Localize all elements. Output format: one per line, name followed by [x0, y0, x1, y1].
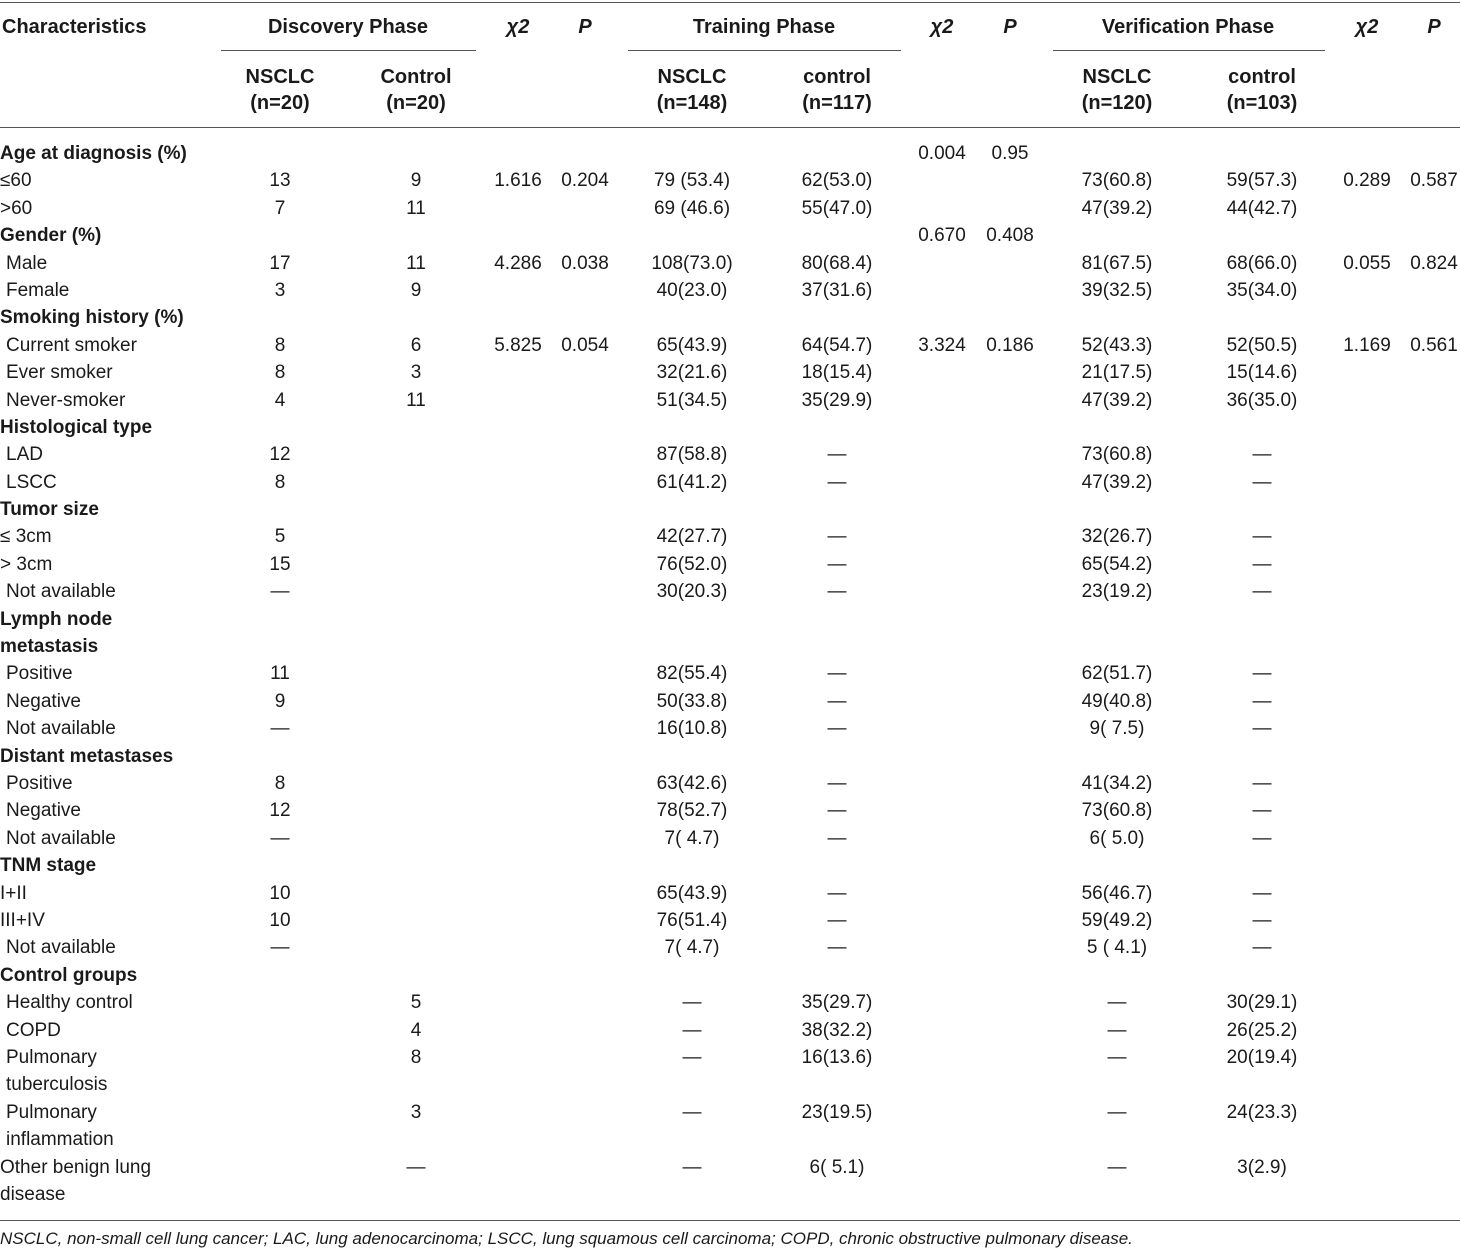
- table-row: [0, 140, 1460, 167]
- cell-discovery-control: 6: [410, 334, 422, 356]
- cell-training-nsclc: 32(21.6): [656, 362, 728, 384]
- cell-discovery-control: 11: [406, 252, 426, 274]
- row-label-line: metastasis: [0, 636, 99, 658]
- cell-verification-nsclc: 47(39.2): [1081, 389, 1153, 411]
- table-body: [0, 140, 1460, 1208]
- cell-discovery-nsclc: 5: [274, 526, 286, 548]
- cell-training-chi2: 0.670: [918, 225, 966, 247]
- table-row: [0, 222, 1460, 249]
- cell-discovery-nsclc: 12: [269, 800, 291, 822]
- cell-discovery-chi2: 1.616: [494, 170, 542, 192]
- cell-discovery-p: 0.038: [561, 252, 609, 274]
- cell-training-nsclc: 87(58.8): [656, 444, 728, 466]
- row-label-line: Smoking history (%): [0, 307, 184, 329]
- cell-verification-control: —: [1252, 937, 1272, 959]
- cell-training-nsclc: 40(23.0): [656, 279, 728, 301]
- table-row: [0, 523, 1460, 550]
- cell-verification-control: 52(50.5): [1226, 334, 1298, 356]
- cell-discovery-control: 4: [410, 1019, 422, 1041]
- cell-training-control: 64(54.7): [801, 334, 873, 356]
- cell-verification-control: —: [1252, 444, 1272, 466]
- cell-verification-nsclc: 73(60.8): [1081, 170, 1153, 192]
- cell-discovery-control: —: [406, 1156, 426, 1178]
- cell-verification-control: 30(29.1): [1226, 992, 1298, 1014]
- header-bottom-rule: [0, 127, 1460, 128]
- header-discovery-nsclc: NSCLC (n=20): [245, 66, 315, 114]
- cell-verification-nsclc: 41(34.2): [1081, 773, 1153, 794]
- cell-verification-control: 36(35.0): [1226, 389, 1298, 411]
- row-label-line: Not available: [6, 937, 116, 959]
- cell-training-nsclc: 30(20.3): [656, 581, 728, 603]
- cell-training-chi2: 0.004: [918, 143, 966, 164]
- cell-discovery-nsclc: 17: [269, 252, 291, 274]
- table-row: [0, 195, 1460, 222]
- section-label: [0, 606, 112, 661]
- row-label: [6, 715, 116, 742]
- cell-verification-control: 59(57.3): [1226, 170, 1298, 192]
- header-verification-p: P: [1427, 16, 1441, 38]
- table-row: [0, 1017, 1460, 1044]
- row-label-line: TNM stage: [0, 855, 97, 877]
- row-label: [0, 1154, 151, 1209]
- row-label: [6, 660, 73, 687]
- cell-training-nsclc: 50(33.8): [656, 690, 728, 712]
- cell-discovery-nsclc: —: [270, 718, 290, 740]
- row-label: [6, 359, 113, 386]
- row-label-line: > 3cm: [0, 553, 53, 575]
- row-label: [6, 1099, 114, 1154]
- cell-verification-control: —: [1252, 581, 1272, 603]
- cell-verification-nsclc: 47(39.2): [1081, 197, 1153, 219]
- row-label-line: tuberculosis: [6, 1074, 108, 1096]
- row-label-line: Positive: [6, 773, 73, 794]
- cell-verification-nsclc: 6( 5.0): [1089, 827, 1145, 849]
- cell-training-nsclc: —: [682, 1019, 702, 1041]
- cell-verification-nsclc: —: [1107, 1019, 1127, 1041]
- cell-training-control: 55(47.0): [801, 197, 873, 219]
- cell-training-control: 18(15.4): [801, 362, 873, 384]
- cell-discovery-chi2: 5.825: [494, 334, 542, 356]
- cell-verification-chi2: 0.289: [1343, 170, 1391, 192]
- cell-discovery-control: 9: [410, 170, 422, 192]
- header-discovery-p: P: [578, 16, 592, 38]
- row-label: [6, 1017, 61, 1044]
- discovery-subrule: [221, 50, 476, 51]
- table-row: [0, 414, 1460, 441]
- cell-training-control: —: [827, 444, 847, 466]
- header-verification-phase: Verification Phase: [1101, 16, 1275, 38]
- cell-training-control: —: [827, 471, 847, 493]
- cell-verification-nsclc: 81(67.5): [1081, 252, 1153, 274]
- section-label: [0, 743, 173, 770]
- cell-discovery-nsclc: 13: [269, 170, 291, 192]
- cell-verification-nsclc: 49(40.8): [1081, 690, 1153, 712]
- row-label-line: disease: [0, 1183, 66, 1205]
- row-label-line: >60: [0, 197, 33, 219]
- row-label-line: Never-smoker: [6, 389, 126, 411]
- cell-training-control: —: [827, 526, 847, 548]
- cell-verification-control: —: [1252, 909, 1272, 931]
- cell-discovery-nsclc: —: [270, 937, 290, 959]
- table-row: [0, 825, 1460, 852]
- row-label: [0, 523, 52, 550]
- row-label-line: Positive: [6, 663, 73, 685]
- row-label-line: LAD: [6, 444, 43, 466]
- table-row: [0, 1044, 1460, 1099]
- table-row: [0, 852, 1460, 879]
- row-label: [0, 195, 32, 222]
- cell-verification-nsclc: 73(60.8): [1081, 444, 1153, 466]
- cell-verification-nsclc: 62(51.7): [1081, 663, 1153, 685]
- row-label: [0, 167, 32, 194]
- cell-training-nsclc: —: [682, 992, 702, 1014]
- section-label: [0, 304, 184, 331]
- cell-training-nsclc: —: [682, 1156, 702, 1178]
- cell-training-control: —: [827, 800, 847, 822]
- row-label-line: Healthy control: [6, 992, 133, 1014]
- table-row: [0, 688, 1460, 715]
- cell-training-control: —: [827, 937, 847, 959]
- cell-discovery-nsclc: 10: [269, 909, 291, 931]
- cell-training-nsclc: 61(41.2): [656, 471, 728, 493]
- cell-discovery-nsclc: 4: [274, 389, 286, 411]
- cell-discovery-control: 8: [410, 1046, 422, 1068]
- cell-verification-control: —: [1252, 526, 1272, 548]
- cell-verification-control: 26(25.2): [1226, 1019, 1298, 1041]
- row-label-line: Female: [6, 279, 70, 301]
- cell-discovery-chi2: 4.286: [494, 252, 542, 274]
- cell-training-nsclc: 65(43.9): [656, 334, 728, 356]
- row-label-line: Current smoker: [6, 334, 137, 356]
- header-verification-control: control (n=103): [1226, 66, 1298, 114]
- header-discovery-control: Control (n=20): [380, 66, 452, 114]
- row-label-line: Not available: [6, 581, 116, 603]
- table-row: [0, 934, 1460, 961]
- row-label: [6, 989, 133, 1016]
- cell-training-control: 23(19.5): [801, 1101, 873, 1123]
- cell-training-control: 80(68.4): [801, 252, 873, 274]
- cell-discovery-nsclc: 8: [274, 334, 286, 356]
- row-label: [6, 688, 81, 715]
- cell-verification-nsclc: 65(54.2): [1081, 553, 1153, 575]
- cell-training-nsclc: 7( 4.7): [664, 827, 720, 849]
- table-row: [0, 606, 1460, 661]
- cell-verification-nsclc: 21(17.5): [1081, 362, 1153, 384]
- cell-training-nsclc: —: [682, 1046, 702, 1068]
- cell-training-nsclc: 51(34.5): [656, 389, 728, 411]
- header-training-control: control (n=117): [802, 66, 872, 114]
- row-label-line: Age at diagnosis (%): [0, 143, 187, 164]
- cell-verification-p: 0.561: [1410, 334, 1458, 356]
- row-label-line: Ever smoker: [6, 362, 113, 384]
- cell-training-control: 38(32.2): [801, 1019, 873, 1041]
- cell-training-control: 6( 5.1): [809, 1156, 865, 1178]
- row-label-line: Pulmonary: [6, 1101, 97, 1123]
- cell-verification-nsclc: —: [1107, 1101, 1127, 1123]
- table-row: [0, 1099, 1460, 1154]
- section-label: [0, 222, 101, 249]
- table-row: [0, 441, 1460, 468]
- row-label-line: Other benign lung: [0, 1156, 152, 1178]
- cell-verification-control: 44(42.7): [1226, 197, 1298, 219]
- cell-training-p: 0.95: [991, 143, 1029, 164]
- table-row: [0, 880, 1460, 907]
- cell-verification-nsclc: 23(19.2): [1081, 581, 1153, 603]
- cell-training-nsclc: 79 (53.4): [653, 170, 731, 192]
- cell-verification-nsclc: 47(39.2): [1081, 471, 1153, 493]
- cell-training-nsclc: 42(27.7): [656, 526, 728, 548]
- cell-verification-control: 20(19.4): [1226, 1046, 1298, 1068]
- table-row: [0, 660, 1460, 687]
- cell-verification-nsclc: 32(26.7): [1081, 526, 1153, 548]
- cell-training-nsclc: 76(52.0): [656, 553, 728, 575]
- cell-verification-control: —: [1252, 471, 1272, 493]
- cell-verification-control: —: [1252, 827, 1272, 849]
- cell-discovery-nsclc: 8: [274, 471, 286, 493]
- cell-verification-control: 3(2.9): [1237, 1156, 1287, 1178]
- header-verification-nsclc: NSCLC (n=120): [1081, 66, 1153, 114]
- cell-discovery-nsclc: 11: [270, 663, 290, 685]
- table-row: [0, 167, 1460, 194]
- top-rule: [0, 2, 1460, 3]
- cell-training-nsclc: 78(52.7): [656, 800, 728, 822]
- row-label: [6, 387, 125, 414]
- row-label-line: I+II: [0, 882, 27, 904]
- section-label: [0, 496, 99, 523]
- header-verification-chi2: χ2: [1355, 16, 1379, 38]
- cell-discovery-nsclc: 7: [274, 197, 286, 219]
- cell-verification-control: —: [1252, 663, 1272, 685]
- cell-discovery-nsclc: 9: [274, 690, 286, 712]
- cell-training-control: —: [827, 718, 847, 740]
- row-label: [6, 469, 57, 496]
- section-label: [0, 414, 152, 441]
- table-row: [0, 578, 1460, 605]
- cell-training-control: 35(29.9): [801, 389, 873, 411]
- header-training-chi2: χ2: [930, 16, 954, 38]
- cell-discovery-p: 0.054: [561, 334, 609, 356]
- cell-verification-nsclc: 52(43.3): [1081, 334, 1153, 356]
- row-label-line: Gender (%): [0, 225, 102, 247]
- row-label-line: III+IV: [0, 909, 45, 931]
- cell-verification-nsclc: 56(46.7): [1081, 882, 1153, 904]
- row-label-line: Negative: [6, 800, 81, 822]
- row-label-line: Male: [6, 252, 48, 274]
- cell-training-control: 37(31.6): [801, 279, 873, 301]
- cell-training-nsclc: —: [682, 1101, 702, 1123]
- training-subrule: [628, 50, 901, 51]
- cell-discovery-nsclc: 3: [274, 279, 286, 301]
- section-label: [0, 962, 137, 989]
- cell-discovery-nsclc: 12: [269, 444, 291, 466]
- cell-training-nsclc: 76(51.4): [656, 909, 728, 931]
- table-row: [0, 387, 1460, 414]
- cell-discovery-control: 9: [410, 279, 422, 301]
- cell-training-p: 0.408: [986, 225, 1034, 247]
- row-label: [6, 934, 116, 961]
- cell-verification-control: 15(14.6): [1226, 362, 1298, 384]
- cell-verification-control: 68(66.0): [1226, 252, 1298, 274]
- row-label-line: Distant metastases: [0, 745, 174, 767]
- row-label: [6, 277, 69, 304]
- cell-verification-chi2: 1.169: [1343, 334, 1391, 356]
- row-label: [6, 825, 116, 852]
- cell-verification-nsclc: —: [1107, 1046, 1127, 1068]
- row-label-line: Negative: [6, 690, 81, 712]
- cell-training-nsclc: 82(55.4): [656, 663, 728, 685]
- cell-verification-control: —: [1252, 882, 1272, 904]
- cell-discovery-control: 5: [410, 992, 422, 1014]
- cell-training-control: —: [827, 909, 847, 931]
- section-label: [0, 852, 96, 879]
- header-discovery-phase: Discovery Phase: [267, 16, 429, 38]
- row-label: [6, 332, 137, 359]
- table-row: [0, 469, 1460, 496]
- cell-training-control: 35(29.7): [801, 992, 873, 1014]
- row-label-line: Not available: [6, 827, 116, 849]
- header-training-phase: Training Phase: [692, 16, 836, 38]
- table-row: [0, 770, 1460, 797]
- row-label: [6, 441, 43, 468]
- cell-training-control: —: [827, 663, 847, 685]
- row-label-line: Histological type: [0, 416, 153, 438]
- cell-discovery-control: 11: [406, 197, 426, 219]
- header-characteristics: Characteristics: [2, 16, 147, 38]
- table-footnote: NSCLC, non-small cell lung cancer; LAC, lung adenocarcinoma; LSCC, lung squamous cell carcinoma; COPD, chronic obstructive pulmonary disease.: [0, 1229, 1133, 1248]
- cell-training-nsclc: 69 (46.6): [653, 197, 731, 219]
- table-row: [0, 907, 1460, 934]
- row-label: [0, 880, 27, 907]
- cell-training-nsclc: 16(10.8): [656, 718, 728, 740]
- table-row: [0, 962, 1460, 989]
- cell-discovery-control: 11: [406, 389, 426, 411]
- cell-discovery-control: 3: [410, 362, 422, 384]
- row-label-line: Tumor size: [0, 499, 99, 521]
- row-label-line: Not available: [6, 718, 116, 740]
- bottom-rule: [0, 1220, 1460, 1221]
- row-label-line: ≤ 3cm: [0, 526, 52, 548]
- cell-verification-nsclc: 73(60.8): [1081, 800, 1153, 822]
- header-training-nsclc: NSCLC (n=148): [656, 66, 728, 114]
- table-row: [0, 715, 1460, 742]
- header-training-p: P: [1003, 16, 1017, 38]
- cell-verification-chi2: 0.055: [1343, 252, 1391, 274]
- cell-verification-p: 0.587: [1410, 170, 1458, 192]
- cell-training-nsclc: 65(43.9): [656, 882, 728, 904]
- row-label: [6, 770, 73, 797]
- cell-discovery-nsclc: —: [270, 581, 290, 603]
- table-row: [0, 496, 1460, 523]
- cell-verification-control: —: [1252, 690, 1272, 712]
- table-row: [0, 304, 1460, 331]
- cell-discovery-nsclc: 8: [274, 773, 286, 794]
- cell-training-control: —: [827, 553, 847, 575]
- cell-discovery-nsclc: 15: [269, 553, 291, 575]
- table-row: [0, 1154, 1460, 1209]
- table-row: [0, 359, 1460, 386]
- row-label: [6, 250, 47, 277]
- cell-training-p: 0.186: [986, 334, 1034, 356]
- cell-discovery-p: 0.204: [561, 170, 609, 192]
- cell-verification-nsclc: 59(49.2): [1081, 909, 1153, 931]
- cell-verification-control: —: [1252, 800, 1272, 822]
- cell-verification-control: —: [1252, 553, 1272, 575]
- row-label: [0, 551, 52, 578]
- cell-verification-nsclc: —: [1107, 992, 1127, 1014]
- cell-verification-nsclc: —: [1107, 1156, 1127, 1178]
- table-row: [0, 551, 1460, 578]
- row-label: [6, 578, 116, 605]
- cell-training-chi2: 3.324: [918, 334, 966, 356]
- section-label: [0, 140, 187, 167]
- cell-training-control: 16(13.6): [801, 1046, 873, 1068]
- row-label-line: Lymph node: [0, 608, 113, 630]
- cell-training-control: 62(53.0): [801, 170, 873, 192]
- cell-training-nsclc: 7( 4.7): [664, 937, 720, 959]
- row-label-line: COPD: [6, 1019, 61, 1041]
- table-row: [0, 250, 1460, 277]
- cell-discovery-nsclc: —: [270, 827, 290, 849]
- cell-verification-nsclc: 9( 7.5): [1089, 718, 1145, 740]
- cell-training-control: —: [827, 827, 847, 849]
- cell-training-control: —: [827, 581, 847, 603]
- table-row: [0, 989, 1460, 1016]
- cell-verification-control: 35(34.0): [1226, 279, 1298, 301]
- row-label: [0, 907, 45, 934]
- table-row: [0, 743, 1460, 770]
- table-row: [0, 277, 1460, 304]
- cell-training-control: —: [827, 690, 847, 712]
- row-label-line: LSCC: [6, 471, 57, 493]
- table-row: [0, 797, 1460, 824]
- table-row: [0, 332, 1460, 359]
- cell-training-control: —: [827, 882, 847, 904]
- verification-subrule: [1053, 50, 1325, 51]
- cell-verification-control: 24(23.3): [1226, 1101, 1298, 1123]
- row-label-line: Control groups: [0, 964, 138, 986]
- cell-verification-control: —: [1252, 718, 1272, 740]
- row-label-line: inflammation: [6, 1129, 114, 1151]
- cell-discovery-nsclc: 10: [269, 882, 291, 904]
- cell-training-nsclc: 63(42.6): [656, 773, 728, 794]
- cell-verification-nsclc: 5 ( 4.1): [1086, 937, 1148, 959]
- cell-training-nsclc: 108(73.0): [651, 252, 733, 274]
- cell-discovery-control: 3: [410, 1101, 422, 1123]
- header-discovery-chi2: χ2: [506, 16, 530, 38]
- cell-discovery-nsclc: 8: [274, 362, 286, 384]
- row-label-line: ≤60: [0, 170, 32, 192]
- cell-training-control: —: [827, 773, 847, 794]
- row-label-line: Pulmonary: [6, 1046, 97, 1068]
- row-label: [6, 1044, 107, 1099]
- cell-verification-p: 0.824: [1410, 252, 1458, 274]
- cell-verification-nsclc: 39(32.5): [1081, 279, 1153, 301]
- cell-verification-control: —: [1252, 773, 1272, 794]
- row-label: [6, 797, 81, 824]
